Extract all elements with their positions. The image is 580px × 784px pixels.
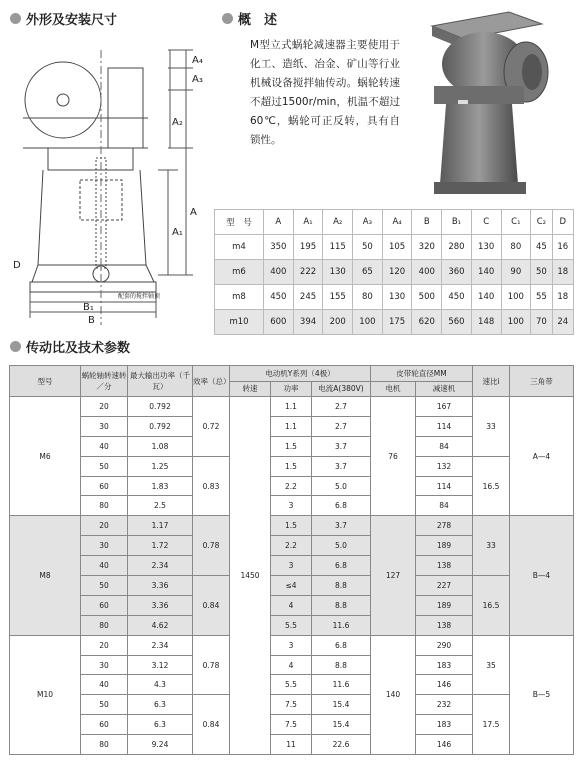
speed-cell: 50 (81, 576, 128, 596)
dim-value-cell: 140 (471, 285, 501, 310)
dim-value-cell: 130 (323, 260, 353, 285)
dim-value-cell: 105 (382, 235, 412, 260)
dim-value-cell: 200 (323, 310, 353, 335)
pulley-reducer-cell: 290 (416, 635, 473, 655)
dim-row (215, 260, 574, 285)
current-cell: 15.4 (312, 715, 371, 735)
dim-value-cell: 130 (382, 285, 412, 310)
power-cell: 1.83 (128, 476, 193, 496)
dim-value-cell: 360 (442, 260, 472, 285)
eff-cell: 0.84 (193, 695, 230, 755)
motor-power-cell: 5.5 (271, 615, 312, 635)
dim-header-cell: A₃ (353, 210, 383, 235)
motor-power-cell: 1.1 (271, 397, 312, 417)
dim-value-cell: 245 (293, 285, 323, 310)
dimension-drawing (8, 30, 213, 332)
section-title-params: 传动比及技术参数 (10, 337, 130, 356)
pulley-motor-cell: 76 (371, 397, 416, 516)
power-cell: 6.3 (128, 715, 193, 735)
gear-housing (108, 68, 143, 148)
worm-wheel-outline (25, 62, 101, 138)
dim-header-row (215, 210, 574, 235)
param-row (10, 397, 574, 417)
pulley-reducer-cell: 278 (416, 516, 473, 536)
dim-value-cell: 350 (264, 235, 294, 260)
dim-value-cell: 130 (471, 235, 501, 260)
h-p-motor: 电机 (371, 381, 416, 397)
dim-model-cell: m10 (215, 310, 264, 335)
current-cell: 2.7 (312, 416, 371, 436)
power-cell: 1.25 (128, 456, 193, 476)
power-cell: 0.792 (128, 416, 193, 436)
dim-header-cell: A₂ (323, 210, 353, 235)
pulley-reducer-cell: 84 (416, 436, 473, 456)
dim-model-cell: m4 (215, 235, 264, 260)
speed-cell: 30 (81, 416, 128, 436)
dim-value-cell: 175 (382, 310, 412, 335)
model-cell: M10 (10, 635, 81, 754)
speed-cell: 80 (81, 735, 128, 755)
dim-header-cell: C₂ (531, 210, 552, 235)
power-cell: 1.17 (128, 516, 193, 536)
speed-cell: 50 (81, 695, 128, 715)
power-cell: 1.08 (128, 436, 193, 456)
motor-power-cell: 2.2 (271, 536, 312, 556)
dim-value-cell: 70 (531, 310, 552, 335)
motor-power-cell: 7.5 (271, 695, 312, 715)
current-cell: 3.7 (312, 436, 371, 456)
current-cell: 6.8 (312, 496, 371, 516)
dim-value-cell: 50 (353, 235, 383, 260)
pulley-motor-cell: 140 (371, 635, 416, 754)
motor-power-cell: 4 (271, 655, 312, 675)
column-flange (48, 148, 133, 170)
speed-cell: 40 (81, 436, 128, 456)
model-cell: M6 (10, 397, 81, 516)
dim-value-cell: 400 (264, 260, 294, 285)
current-cell: 3.7 (312, 516, 371, 536)
h-speed: 蜗轮轴转速转／分 (81, 366, 128, 397)
param-row (10, 576, 574, 596)
pulley-reducer-cell: 114 (416, 416, 473, 436)
belt-cell: B—5 (510, 635, 574, 754)
dim-header-cell: 型 号 (215, 210, 264, 235)
power-cell: 2.34 (128, 635, 193, 655)
current-cell: 11.6 (312, 675, 371, 695)
section-title-overview: 概 述 (222, 9, 277, 28)
motor-power-cell: 1.1 (271, 416, 312, 436)
current-cell: 2.7 (312, 397, 371, 417)
motor-power-cell: 3 (271, 635, 312, 655)
label-b: B (88, 315, 95, 326)
belt-cell: B—4 (510, 516, 574, 635)
motor-power-cell: 1.5 (271, 436, 312, 456)
pulley-motor-cell: 127 (371, 516, 416, 635)
power-cell: 1.72 (128, 536, 193, 556)
dim-value-cell: 620 (412, 310, 442, 335)
power-cell: 3.36 (128, 576, 193, 596)
motor-power-cell: 4 (271, 595, 312, 615)
power-cell: 2.34 (128, 556, 193, 576)
pulley-reducer-cell: 146 (416, 735, 473, 755)
pulley-reducer-cell: 138 (416, 615, 473, 635)
eff-cell: 0.84 (193, 576, 230, 636)
h-pulley: 皮带轮直径MM (371, 366, 473, 382)
model-cell: M8 (10, 516, 81, 635)
h-ratio: 速比i (473, 366, 510, 397)
power-cell: 4.62 (128, 615, 193, 635)
current-cell: 5.0 (312, 536, 371, 556)
dim-value-cell: 120 (382, 260, 412, 285)
pulley-reducer-cell: 132 (416, 456, 473, 476)
dim-value-cell: 600 (264, 310, 294, 335)
dim-value-cell: 560 (442, 310, 472, 335)
current-cell: 6.8 (312, 635, 371, 655)
h-belt: 三角带 (510, 366, 574, 397)
dim-value-cell: 65 (353, 260, 383, 285)
base-body (38, 170, 146, 265)
dim-header-cell: C (471, 210, 501, 235)
dim-value-cell: 18 (552, 260, 573, 285)
h-power: 最大输出功率（千瓦） (128, 366, 193, 397)
ratio-cell: 35 (473, 635, 510, 695)
label-a1: A₁ (172, 227, 183, 238)
base-plate (30, 282, 156, 292)
dim-value-cell: 155 (323, 285, 353, 310)
pulley-reducer-cell: 183 (416, 715, 473, 735)
dim-value-cell: 222 (293, 260, 323, 285)
pulley-reducer-cell: 227 (416, 576, 473, 596)
dim-value-cell: 148 (471, 310, 501, 335)
product-photo (414, 4, 574, 200)
dim-value-cell: 45 (531, 235, 552, 260)
motor-power-cell: 3 (271, 556, 312, 576)
speed-cell: 20 (81, 516, 128, 536)
dim-value-cell: 450 (264, 285, 294, 310)
dim-value-cell: 394 (293, 310, 323, 335)
current-cell: 3.7 (312, 456, 371, 476)
pulley-reducer-cell: 146 (416, 675, 473, 695)
motor-power-cell: 7.5 (271, 715, 312, 735)
pulley-reducer-cell: 84 (416, 496, 473, 516)
ratio-cell: 17.5 (473, 695, 510, 755)
dim-value-cell: 280 (442, 235, 472, 260)
ratio-cell: 16.5 (473, 456, 510, 516)
dim-value-cell: 400 (412, 260, 442, 285)
dim-value-cell: 195 (293, 235, 323, 260)
speed-cell: 40 (81, 556, 128, 576)
worm-wheel-hub (57, 94, 69, 106)
dim-value-cell: 320 (412, 235, 442, 260)
eff-cell: 0.78 (193, 635, 230, 695)
dim-header-cell: A₄ (382, 210, 412, 235)
motor-power-cell: 3 (271, 496, 312, 516)
dim-value-cell: 18 (552, 285, 573, 310)
dim-value-cell: 80 (353, 285, 383, 310)
dim-value-cell: 115 (323, 235, 353, 260)
param-header-row (10, 366, 574, 382)
motor-power-cell: 2.2 (271, 476, 312, 496)
dim-value-cell: 100 (353, 310, 383, 335)
current-cell: 5.0 (312, 476, 371, 496)
dim-value-cell: 80 (501, 235, 531, 260)
current-cell: 8.8 (312, 655, 371, 675)
ratio-cell: 33 (473, 397, 510, 457)
dim-value-cell: 140 (471, 260, 501, 285)
power-cell: 6.3 (128, 695, 193, 715)
belt-cell: A—4 (510, 397, 574, 516)
h-p-reducer: 减速机 (416, 381, 473, 397)
pulley-reducer-cell: 138 (416, 556, 473, 576)
current-cell: 15.4 (312, 695, 371, 715)
speed-cell: 60 (81, 715, 128, 735)
pulley-reducer-cell: 232 (416, 695, 473, 715)
label-a2: A₂ (172, 117, 183, 128)
dim-value-cell: 100 (501, 310, 531, 335)
dim-model-cell: m6 (215, 260, 264, 285)
h-m-speed: 转速 (230, 381, 271, 397)
eff-cell: 0.72 (193, 397, 230, 457)
motor-speed-cell: 1450 (230, 397, 271, 755)
power-cell: 3.12 (128, 655, 193, 675)
speed-cell: 80 (81, 615, 128, 635)
power-cell: 0.792 (128, 397, 193, 417)
dim-header-cell: C₁ (501, 210, 531, 235)
h-m-current: 电流A(380V) (312, 381, 371, 397)
pulley-reducer-cell: 189 (416, 595, 473, 615)
h-eff: 效率（总） (193, 366, 230, 397)
h-motor: 电动机Y系列（4极） (230, 366, 371, 382)
h-model: 型号 (10, 366, 81, 397)
dim-row (215, 285, 574, 310)
pulley-reducer-cell: 114 (416, 476, 473, 496)
current-cell: 8.8 (312, 595, 371, 615)
speed-cell: 60 (81, 595, 128, 615)
ratio-cell: 33 (473, 516, 510, 576)
label-a3: A₃ (192, 74, 203, 85)
dim-value-cell: 450 (442, 285, 472, 310)
dim-row (215, 310, 574, 335)
param-table (9, 365, 574, 755)
label-a: A (190, 207, 197, 218)
dim-value-cell: 100 (501, 285, 531, 310)
current-cell: 8.8 (312, 576, 371, 596)
dim-header-cell: A₁ (293, 210, 323, 235)
param-row (10, 516, 574, 536)
param-row (10, 695, 574, 715)
dim-row (215, 235, 574, 260)
bullet-icon (222, 13, 233, 24)
ratio-cell: 16.5 (473, 576, 510, 636)
power-cell: 2.5 (128, 496, 193, 516)
motor-power-cell: 1.5 (271, 456, 312, 476)
dim-value-cell: 16 (552, 235, 573, 260)
current-cell: 11.6 (312, 615, 371, 635)
eff-cell: 0.83 (193, 456, 230, 516)
dimension-table (214, 209, 574, 335)
bullet-icon (10, 341, 21, 352)
dim-value-cell: 90 (501, 260, 531, 285)
bullet-icon (10, 13, 21, 24)
speed-cell: 30 (81, 655, 128, 675)
label-a4: A₄ (192, 55, 203, 66)
dim-value-cell: 24 (552, 310, 573, 335)
h-m-power: 功率 (271, 381, 312, 397)
dim-header-cell: B (412, 210, 442, 235)
eff-cell: 0.78 (193, 516, 230, 576)
current-cell: 22.6 (312, 735, 371, 755)
speed-cell: 60 (81, 476, 128, 496)
dim-value-cell: 500 (412, 285, 442, 310)
dim-header-cell: A (264, 210, 294, 235)
power-cell: 4.3 (128, 675, 193, 695)
dim-value-cell: 50 (531, 260, 552, 285)
current-cell: 6.8 (312, 556, 371, 576)
section-title-dimensions: 外形及安装尺寸 (10, 9, 117, 28)
motor-power-cell: 1.5 (271, 516, 312, 536)
pulley-reducer-cell: 189 (416, 536, 473, 556)
motor-power-cell: 5.5 (271, 675, 312, 695)
power-cell: 3.36 (128, 595, 193, 615)
speed-cell: 80 (81, 496, 128, 516)
pulley-reducer-cell: 167 (416, 397, 473, 417)
label-note: 配套的搅拌轴顶 (118, 293, 161, 300)
speed-cell: 40 (81, 675, 128, 695)
dim-value-cell: 55 (531, 285, 552, 310)
dim-header-cell: D (552, 210, 573, 235)
motor-power-cell: 11 (271, 735, 312, 755)
speed-cell: 20 (81, 635, 128, 655)
dim-model-cell: m8 (215, 285, 264, 310)
label-d: D (13, 260, 21, 271)
label-b1: B₁ (83, 302, 94, 313)
speed-cell: 20 (81, 397, 128, 417)
dim-header-cell: B₁ (442, 210, 472, 235)
speed-cell: 50 (81, 456, 128, 476)
power-cell: 9.24 (128, 735, 193, 755)
pulley-reducer-cell: 183 (416, 655, 473, 675)
overview-text: M型立式蜗轮减速器主要使用于化工、造纸、冶金、矿山等行业机械设备搅拌轴传动。蜗轮转速不超过1500r/min，机温不超过60℃，蜗轮可正反转，具有自锁性。 (250, 39, 400, 146)
param-row (10, 456, 574, 476)
param-row (10, 635, 574, 655)
speed-cell: 30 (81, 536, 128, 556)
motor-power-cell: ≤4 (271, 576, 312, 596)
